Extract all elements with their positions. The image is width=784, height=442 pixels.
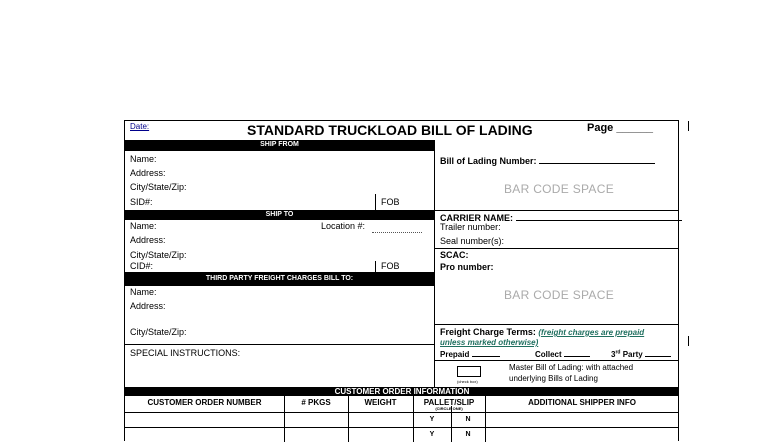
check-box-label: (check box): [457, 379, 478, 384]
ship-to-address-label: Address:: [130, 235, 166, 245]
prepaid-option[interactable]: Prepaid: [440, 347, 500, 360]
row1-pallet-n[interactable]: N: [465, 416, 471, 423]
ship-to-location-label: Location #:: [321, 221, 366, 231]
seal-number-label: Seal number(s):: [440, 236, 505, 246]
third-party-name-label: Name:: [130, 287, 157, 297]
pro-number-label: Pro number:: [440, 262, 494, 272]
row2-pallet-n[interactable]: N: [465, 431, 471, 438]
page-title: STANDARD TRUCKLOAD BILL OF LADING: [247, 122, 533, 138]
barcode-space-2: BAR CODE SPACE: [504, 288, 615, 302]
margin-marker-bottom: [688, 336, 689, 346]
ship-from-city-label: City/State/Zip:: [130, 182, 187, 192]
col-customer-order-number: CUSTOMER ORDER NUMBER: [147, 398, 262, 407]
ship-to-bar: SHIP TO: [125, 210, 434, 220]
col-pallet-slip: PALLET/SLIP: [423, 398, 475, 407]
ship-from-bar: SHIP FROM: [125, 140, 434, 151]
third-party-address-label: Address:: [130, 301, 166, 311]
ship-from-address-label: Address:: [130, 168, 166, 178]
barcode-space-1: BAR CODE SPACE: [504, 182, 615, 196]
margin-marker-top: [688, 121, 689, 131]
bol-number-label: Bill of Lading Number:: [440, 154, 655, 167]
third-party-option[interactable]: 3rd Party: [611, 347, 671, 360]
col-pkgs: # PKGS: [301, 398, 331, 407]
ship-from-name-label: Name:: [130, 154, 157, 164]
special-instructions-label: SPECIAL INSTRUCTIONS:: [130, 348, 241, 358]
ship-to-city-label: City/State/Zip:: [130, 250, 187, 260]
master-bol-checkbox[interactable]: [457, 366, 481, 377]
carrier-name-label: CARRIER NAME:: [440, 211, 682, 224]
scac-label: SCAC:: [440, 250, 469, 260]
third-party-bar: THIRD PARTY FREIGHT CHARGES BILL TO:: [125, 272, 434, 286]
row2-pallet-y[interactable]: Y: [429, 431, 435, 438]
ship-to-name-label: Name:: [130, 221, 157, 231]
row1-pallet-y[interactable]: Y: [429, 416, 435, 423]
ship-to-cid-label: CID#:: [130, 261, 154, 271]
bill-of-lading-form: [124, 120, 679, 441]
ship-to-fob-label: FOB: [381, 261, 400, 271]
freight-terms-label: Freight Charge Terms: (freight charges are prepaid: [440, 327, 645, 337]
ship-from-sid-label: SID#:: [130, 197, 153, 207]
trailer-number-label: Trailer number:: [440, 222, 501, 232]
ship-from-fob-label: FOB: [381, 197, 400, 207]
page-number-label: Page ______: [587, 122, 654, 134]
customer-order-bar: CUSTOMER ORDER INFORMATION: [125, 387, 679, 396]
collect-option[interactable]: Collect: [535, 347, 590, 360]
date-label[interactable]: Date:: [130, 122, 150, 131]
master-bol-line-2: underlying Bills of Lading: [509, 374, 598, 383]
col-additional-shipper-info: ADDITIONAL SHIPPER INFO: [528, 398, 636, 407]
freight-terms-note-1: (freight charges are prepaid: [538, 328, 645, 337]
freight-terms-note-2: unless marked otherwise): [440, 338, 539, 347]
third-party-city-label: City/State/Zip:: [130, 327, 187, 337]
pallet-circle-one: (CIRCLE ONE): [435, 406, 463, 411]
col-weight: WEIGHT: [364, 398, 397, 407]
master-bol-line-1: Master Bill of Lading: with attached: [509, 363, 634, 372]
